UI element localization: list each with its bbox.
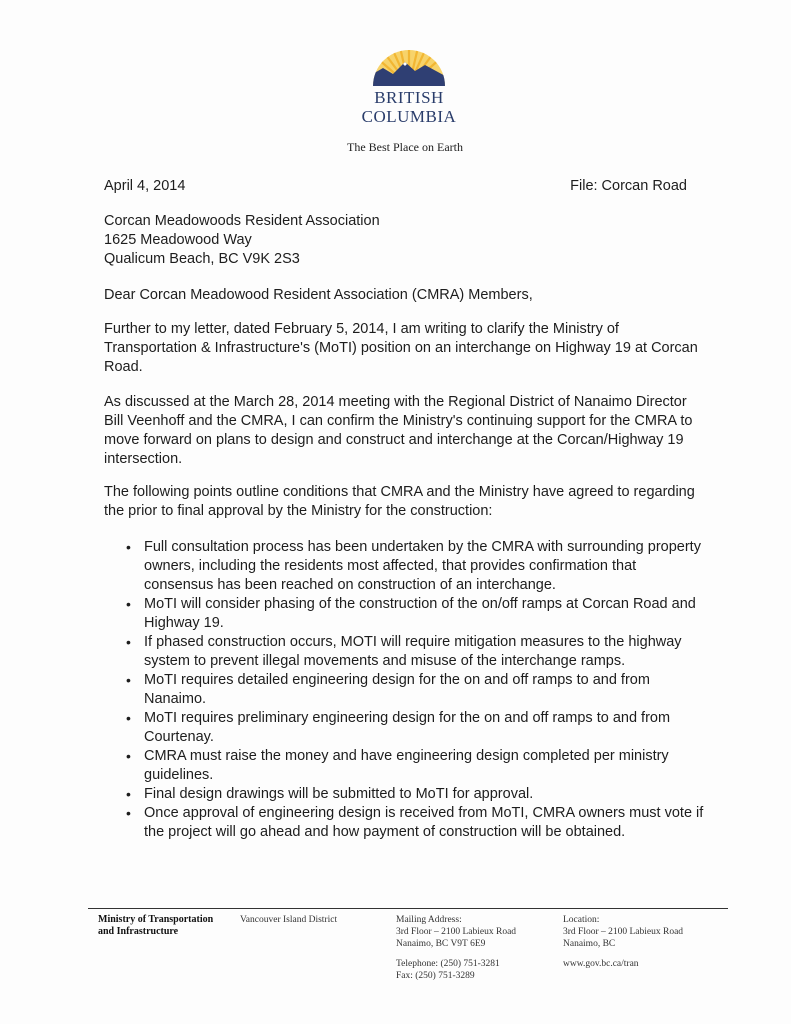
list-item xyxy=(124,671,704,709)
mailing-label: Mailing Address: xyxy=(396,915,462,925)
footer-ministry xyxy=(98,914,213,938)
letter-date: April 4, 2014 xyxy=(104,178,186,194)
salutation: Dear Corcan Meadowood Resident Association (CMRA) Members, xyxy=(104,287,533,303)
mailing-line: 3rd Floor – 2100 Labieux Road xyxy=(396,927,517,937)
list-item-text: MoTI will consider phasing of the construction of the on/off ramps at Corcan Road and Highway 19. xyxy=(144,596,696,631)
list-item xyxy=(124,747,704,785)
location-label: Location: xyxy=(563,915,600,925)
conditions-list xyxy=(124,538,704,842)
fax: Fax: (250) 751-3289 xyxy=(396,971,475,981)
brand-tagline: The Best Place on Earth xyxy=(347,140,463,154)
mailing-line: Nanaimo, BC V9T 6E9 xyxy=(396,939,486,949)
telephone: Telephone: (250) 751-3281 xyxy=(396,959,500,969)
list-item-text: MoTI requires detailed engineering design for the on and off ramps to and from Nanaimo. xyxy=(144,672,650,707)
footer-district: Vancouver Island District xyxy=(240,915,338,925)
recipient-address xyxy=(104,212,380,269)
list-item-text: If phased construction occurs, MOTI will require mitigation measures to the highway system to prevent illegal movements and misuse of the interchange ramps. xyxy=(144,634,682,669)
paragraph: Further to my letter, dated February 5, 2014, I am writing to clarify the Ministry of Transportation & Infrastructure's (MoTI) position on an interchange on Highway 19 at Corcan Road. xyxy=(104,321,698,375)
list-item-text: Once approval of engineering design is received from MoTI, CMRA owners must vote if the project will go ahead and how payment of construction will be obtained. xyxy=(144,805,704,840)
list-item xyxy=(124,709,704,747)
bullet-icon: • xyxy=(126,786,131,802)
list-item-text: MoTI requires preliminary engineering design for the on and off ramps to and from Courtenay. xyxy=(144,710,671,745)
footer-location xyxy=(563,914,683,970)
brand-line-2: COLUMBIA xyxy=(361,107,457,126)
address-line: 1625 Meadowood Way xyxy=(104,232,252,248)
website-link[interactable]: www.gov.bc.ca/tran xyxy=(563,959,639,969)
ministry-line: and Infrastructure xyxy=(98,926,179,937)
list-item-text: Final design drawings will be submitted to MoTI for approval. xyxy=(144,786,534,802)
file-reference: File: Corcan Road xyxy=(570,178,687,194)
brand-line-1: BRITISH xyxy=(374,88,444,107)
bullet-icon: • xyxy=(126,672,131,688)
list-item xyxy=(124,633,704,671)
list-item-text: CMRA must raise the money and have engineering design completed per ministry guidelines. xyxy=(144,748,669,783)
list-item xyxy=(124,804,704,842)
list-item-text: Full consultation process has been undertaken by the CMRA with surrounding property owners, including the residents most affected, that provides confirmation that consensus has been reached on construction of an interchange. xyxy=(144,539,701,593)
location-line: Nanaimo, BC xyxy=(563,939,616,949)
list-item xyxy=(124,785,704,804)
bullet-icon: • xyxy=(126,539,131,555)
paragraph: The following points outline conditions that CMRA and the Ministry have agreed to regarding the prior to final approval by the Ministry for the construction: xyxy=(104,484,695,519)
location-line: 3rd Floor – 2100 Labieux Road xyxy=(563,927,684,937)
address-line: Corcan Meadowoods Resident Association xyxy=(104,213,380,229)
footer-divider xyxy=(88,908,728,909)
list-item xyxy=(124,595,704,633)
address-line: Qualicum Beach, BC V9K 2S3 xyxy=(104,251,300,267)
list-item xyxy=(124,538,704,595)
bullet-icon: • xyxy=(126,748,131,764)
ministry-line: Ministry of Transportation xyxy=(98,914,214,925)
bullet-icon: • xyxy=(126,805,131,821)
bc-sun-mountain-icon xyxy=(369,38,449,88)
bc-logo xyxy=(354,38,464,126)
bullet-icon: • xyxy=(126,710,131,726)
bullet-icon: • xyxy=(126,596,131,612)
footer-mailing-address xyxy=(396,914,516,982)
paragraph: As discussed at the March 28, 2014 meeting with the Regional District of Nanaimo Director Bill Veenhoff and the CMRA, I can confirm the Ministry's continuing support for the CMRA to move forward on plans to design and construct and interchange at the Corcan/Highway 19 intersection. xyxy=(104,394,693,467)
bullet-icon: • xyxy=(126,634,131,650)
